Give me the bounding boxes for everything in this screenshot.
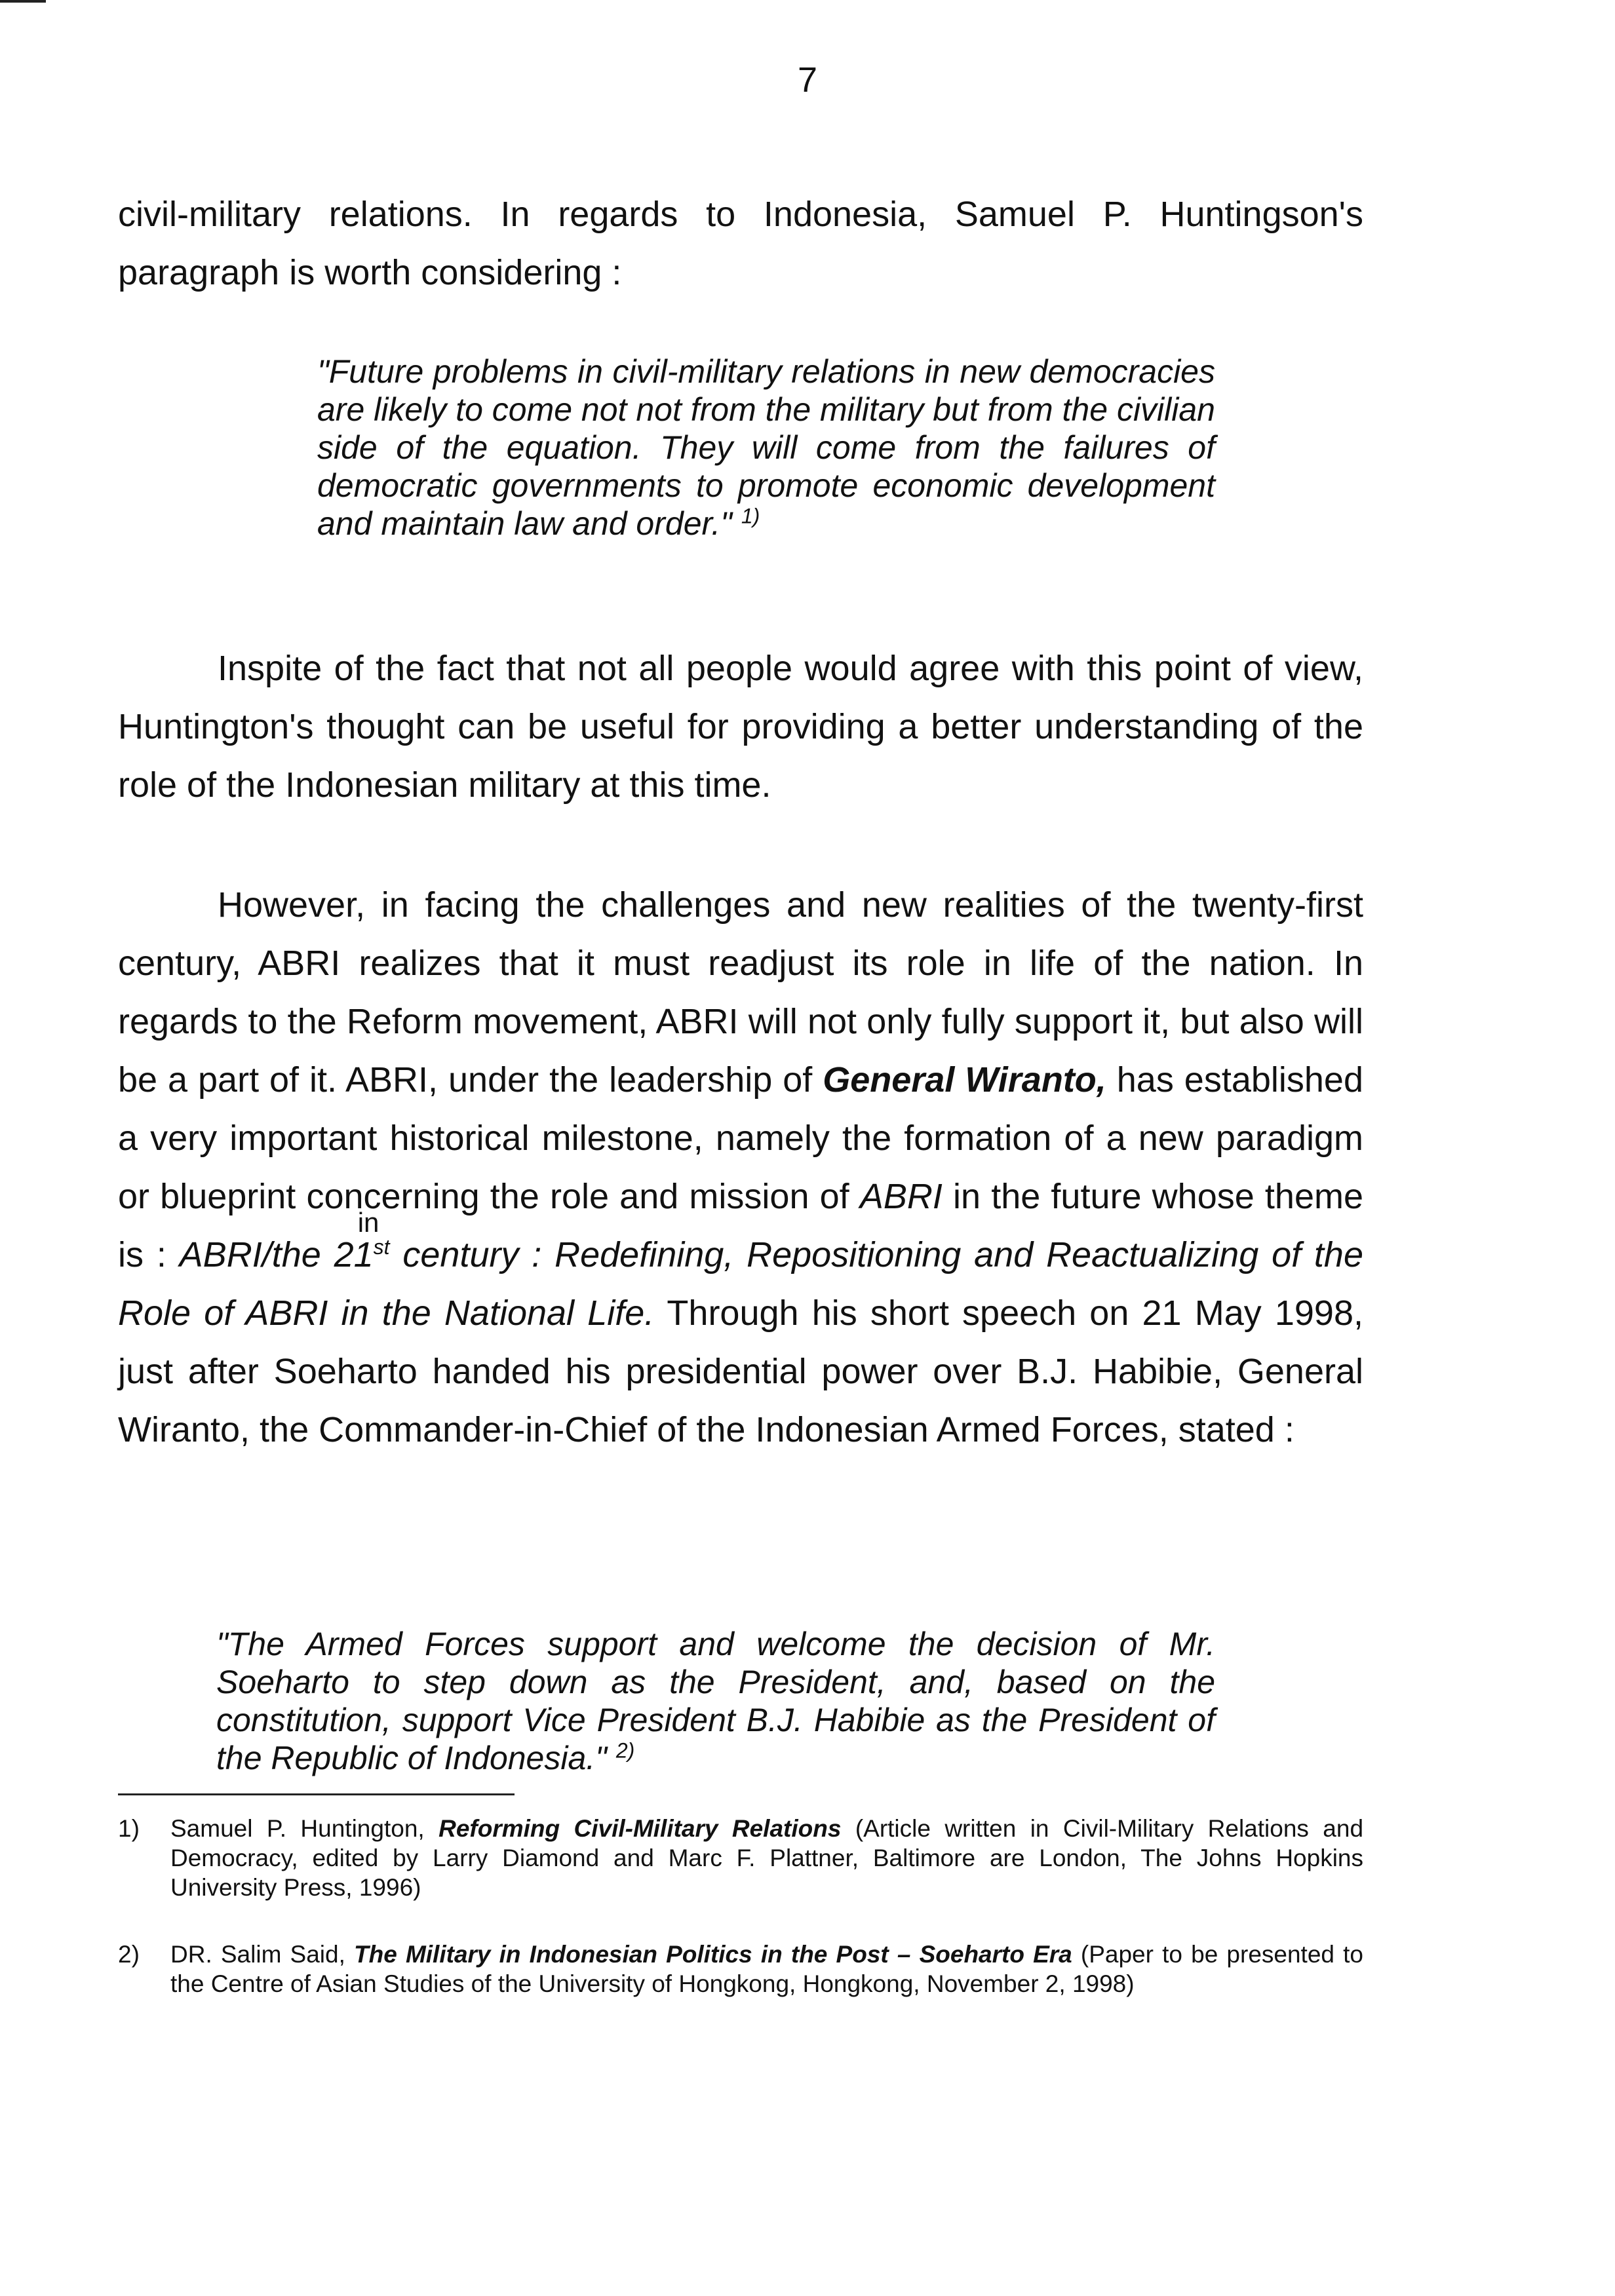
footnote-separator [118, 1793, 515, 1795]
footnote-1-title: Reforming Civil-Military Relations [438, 1815, 842, 1842]
footnote-2-body [170, 1940, 1363, 1999]
general-wiranto-name: General Wiranto, [823, 1060, 1106, 1100]
theme-insert-wrap: in / [262, 1235, 272, 1274]
scan-artifact-mark [0, 0, 46, 3]
paragraph-intro [118, 185, 1363, 302]
footnote-2-details: (Paper to be presented to the Centre of Asian Studies of the University of Hongkong, Hongkong, November 2, 1998) [170, 1941, 1363, 1997]
footnote-2-mark: 2) [118, 1941, 140, 1968]
footnote-1-mark: 1) [118, 1815, 140, 1842]
paragraph-however-text-4: Through his short speech on 21 May 1998, just after Soeharto handed his presidential power over B.J. Habibie, General Wiranto, the Commander-in-Chief of the Indonesian Armed Forces, stated : [118, 1293, 1363, 1449]
quote-armed-forces-text: "The Armed Forces support and welcome the decision of Mr. Soeharto to step down as the President, and, based on the constitution, support Vice President B.J. Habibie as the President of the Republic of Indonesia." [216, 1626, 1215, 1776]
paragraph-however [118, 876, 1363, 1459]
footnote-1-author: Samuel P. Huntington, [170, 1815, 425, 1842]
footnote-ref-1: 1) [741, 504, 760, 528]
theme-superscript: st [373, 1235, 390, 1259]
theme-insert-handwritten: in [357, 1207, 379, 1238]
footnote-ref-2: 2) [615, 1738, 635, 1763]
paragraph-however-text-1: However, in facing the challenges and new realities of the twenty-first century, ABRI realizes that it must readjust its role in life of the nation. In regards to the Reform movement, ABRI will not only fully support it, but also will be a part of it. ABRI, under the leadership of [118, 885, 1363, 1100]
paragraph-intro-text: civil-military relations. In regards to Indonesia, Samuel P. Huntingson's paragraph is worth considering : [118, 195, 1363, 292]
footnote-2-title: The Military in Indonesian Politics in the Post – Soeharto Era [354, 1941, 1072, 1968]
theme-title-part-b: the 21 [271, 1235, 374, 1274]
footnote-1-details: (Article written in Civil-Military Relations and Democracy, edited by Larry Diamond and Marc F. Plattner, Baltimore are London, The Johns Hopkins University Press, 1996) [170, 1815, 1364, 1901]
page-number: 7 [797, 60, 818, 100]
theme-title-part-a: ABRI [179, 1235, 262, 1274]
footnote-2-author: DR. Salim Said, [170, 1941, 345, 1968]
footnote-1-body [170, 1814, 1363, 1902]
paragraph-however-text-3: in the future whose theme is : [118, 1177, 1363, 1274]
abri-italic: ABRI [859, 1177, 943, 1216]
paragraph-inspite [118, 640, 1363, 814]
paragraph-inspite-text: Inspite of the fact that not all people would agree with this point of view, Huntington's thought can be useful for providing a better understanding of the role of the Indonesian military at this time. [118, 649, 1363, 805]
quote-huntington-text: "Future problems in civil-military relations in new democracies are likely to come not not from the military but from the civilian side of the equation. They will come from the failures of democratic governments to promote economic development and maintain law and order." [317, 353, 1215, 542]
paragraph-however-text-2: has established a very important historical milestone, namely the formation of a new paradigm or blueprint concerning the role and mission of [118, 1060, 1363, 1216]
quote-huntington [317, 353, 1215, 543]
quote-armed-forces [216, 1625, 1215, 1777]
footnote-1 [118, 1814, 1363, 1902]
theme-title-part-c: century : Redefining, Repositioning and Reactualizing of the Role of ABRI in the National Life. [118, 1235, 1363, 1333]
footnote-2 [118, 1940, 1363, 1999]
